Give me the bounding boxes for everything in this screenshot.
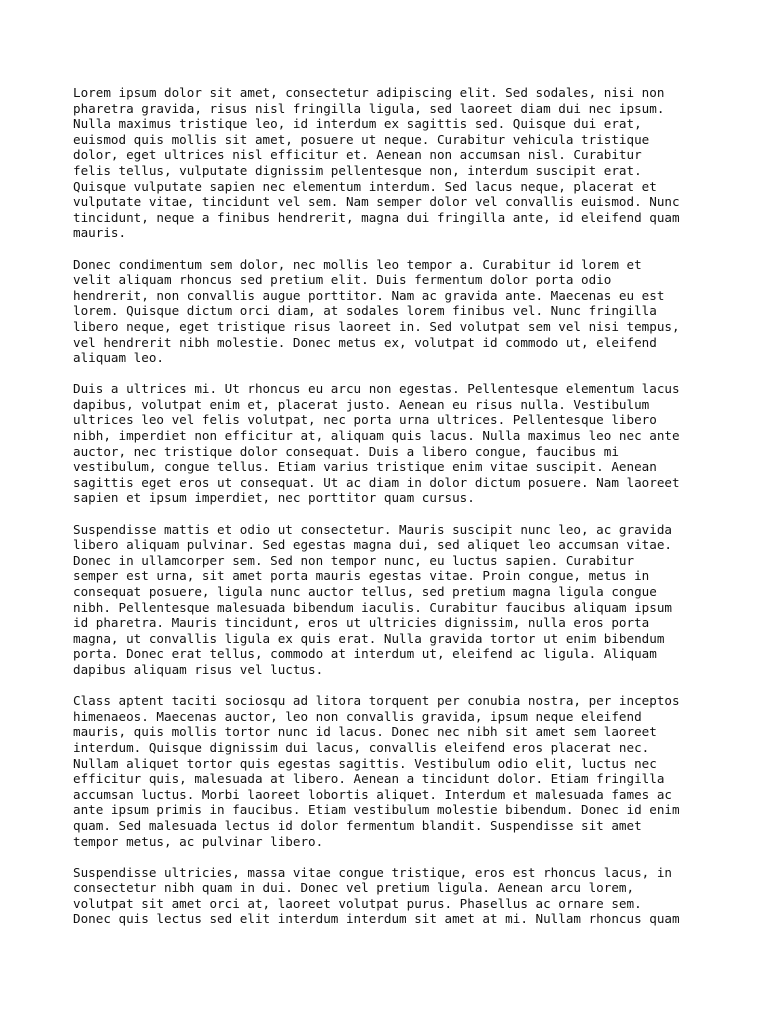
paragraph-5: Class aptent taciti sociosqu ad litora torquent per conubia nostra, per inceptos himenaeos. Maecenas auctor, leo non convallis gravida, ipsum neque eleifend mauris, quis mollis tortor nunc id lacus. Donec nec nibh sit amet sem laoreet interdum. Quisque dignissim dui lacus, convallis eleifend eros placerat nec. Nullam aliquet tortor quis egestas sagittis. Vestibulum odio elit, luctus nec efficitur quis, malesuada at libero. Aenean a tincidunt dolor. Etiam fringilla accumsan luctus. Morbi laoreet lobortis aliquet. Interdum et malesuada fames ac ante ipsum primis in faucibus. Etiam vestibulum molestie bibendum. Donec id enim quam. Sed malesuada lectus id dolor fermentum blandit. Suspendisse sit amet tempor metus, ac pulvinar libero. bbox=[73, 693, 680, 849]
paragraph-1: Lorem ipsum dolor sit amet, consectetur adipiscing elit. Sed sodales, nisi non pharetra gravida, risus nisl fringilla ligula, sed laoreet diam dui nec ipsum. Nulla maximus tristique leo, id interdum ex sagittis sed. Quisque dui erat, euismod quis mollis sit amet, posuere ut neque. Curabitur vehicula tristique dolor, eget ultrices nisl efficitur et. Aenean non accumsan nisl. Curabitur felis tellus, vulputate dignissim pellentesque non, interdum suscipit erat. Quisque vulputate sapien nec elementum interdum. Sed lacus neque, placerat et vulputate vitae, tincidunt vel sem. Nam semper dolor vel convallis euismod. Nunc tincidunt, neque a finibus hendrerit, magna dui fringilla ante, id eleifend quam mauris. bbox=[73, 85, 680, 241]
paragraph-6: Suspendisse ultricies, massa vitae congue tristique, eros est rhoncus lacus, in consectetur nibh quam in dui. Donec vel pretium ligula. Aenean arcu lorem, volutpat sit amet orci at, laoreet volutpat purus. Phasellus ac ornare sem. Donec quis lectus sed elit interdum interdum sit amet at mi. Nullam rhoncus quam bbox=[73, 864, 680, 927]
paragraph-2: Donec condimentum sem dolor, nec mollis leo tempor a. Curabitur id lorem et velit aliquam rhoncus sed pretium elit. Duis fermentum dolor porta odio hendrerit, non convallis augue porttitor. Nam ac gravida ante. Maecenas eu est lorem. Quisque dictum orci diam, at sodales lorem finibus vel. Nunc fringilla libero neque, eget tristique risus laoreet in. Sed volutpat sem vel nisi tempus, vel hendrerit nibh molestie. Donec metus ex, volutpat id commodo ut, eleifend aliquam leo. bbox=[73, 256, 680, 366]
paragraph-3: Duis a ultrices mi. Ut rhoncus eu arcu non egestas. Pellentesque elementum lacus dapibus, volutpat enim et, placerat justo. Aenean eu risus nulla. Vestibulum ultrices leo vel felis volutpat, nec porta urna ultrices. Pellentesque libero nibh, imperdiet non efficitur at, aliquam quis lacus. Nulla maximus leo nec ante auctor, nec tristique dolor consequat. Duis a libero congue, faucibus mi vestibulum, congue tellus. Etiam varius tristique enim vitae suscipit. Aenean sagittis eget eros ut consequat. Ut ac diam in dolor dictum posuere. Nam laoreet sapien et ipsum imperdiet, nec porttitor quam cursus. bbox=[73, 381, 680, 506]
paragraph-4: Suspendisse mattis et odio ut consectetur. Mauris suscipit nunc leo, ac gravida libero aliquam pulvinar. Sed egestas magna dui, sed aliquet leo accumsan vitae. Donec in ullamcorper sem. Sed non tempor nunc, eu luctus sapien. Curabitur semper est urna, sit amet porta mauris egestas vitae. Proin congue, metus in consequat posuere, ligula nunc auctor tellus, sed pretium magna ligula congue nibh. Pellentesque malesuada bibendum iaculis. Curabitur faucibus aliquam ipsum id pharetra. Mauris tincidunt, eros ut ultricies dignissim, nulla eros porta magna, ut convallis ligula ex quis erat. Nulla gravida tortor ut enim bibendum porta. Donec erat tellus, commodo at interdum ut, eleifend ac ligula. Aliquam dapibus aliquam risus vel luctus. bbox=[73, 521, 672, 677]
document-page bbox=[73, 85, 703, 943]
